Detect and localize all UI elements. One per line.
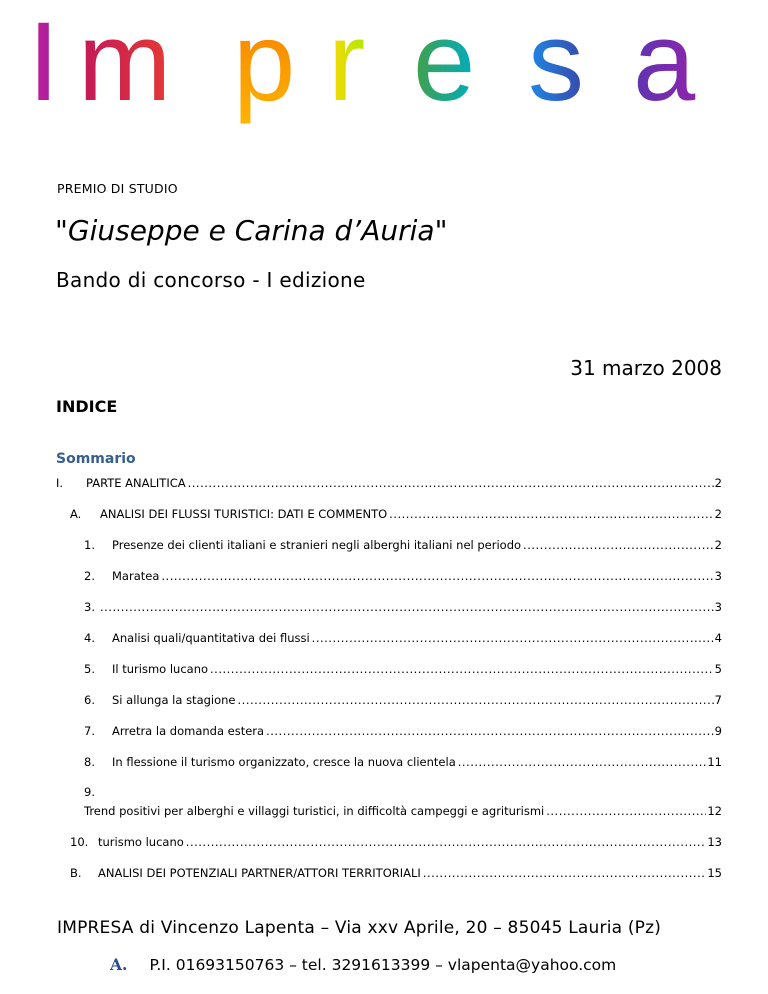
toc-leader [188, 475, 714, 491]
title-text: Giuseppe e Carina d’Auria [67, 214, 435, 247]
toc-number: 1. [84, 538, 95, 552]
toc-entry[interactable] [84, 537, 722, 553]
toc-number: 3. [84, 600, 95, 614]
toc-page: 7 [714, 693, 722, 707]
toc-number: B. [70, 866, 82, 880]
toc-page: 3 [714, 600, 722, 614]
footer-contact-text: P.I. 01693150763 – tel. 3291613399 – vlapenta@yahoo.com [149, 956, 617, 974]
toc-label: Arretra la domanda estera [112, 724, 265, 738]
toc-entry[interactable] [84, 692, 722, 708]
toc-page: 2 [714, 538, 722, 552]
toc-leader [266, 723, 714, 739]
toc-leader [546, 803, 706, 819]
title-open-quote: " [55, 214, 68, 247]
footer-address: IMPRESA di Vincenzo Lapenta – Via xxv Aprile, 20 – 85045 Lauria (Pz) [57, 918, 662, 938]
toc-label: ANALISI DEI POTENZIALI PARTNER/ATTORI TERRITORIALI [98, 866, 421, 880]
toc-number: 2. [84, 569, 95, 583]
document-date: 31 marzo 2008 [570, 356, 722, 380]
toc-page: 13 [707, 835, 722, 849]
toc-entry-10-line1[interactable] [84, 784, 724, 800]
toc-label-line1 [120, 785, 128, 799]
toc-label: ANALISI DEI FLUSSI TURISTICI: DATI E COMMENTO [100, 507, 388, 521]
logo-letter-a: a [633, 10, 696, 124]
toc-page: 12 [707, 804, 722, 818]
footer-marker: A. [110, 955, 128, 974]
toc-label: Trend positivi per alberghi e villaggi turistici, in difficoltà campeggi e agriturismi [84, 804, 545, 818]
toc-leader [238, 692, 714, 708]
toc-page: 2 [714, 507, 722, 521]
toc-number: 4. [84, 631, 95, 645]
toc-number: 10. [70, 835, 89, 849]
toc-label: Presenze dei clienti italiani e stranieri negli alberghi italiani nel periodo [112, 538, 522, 552]
toc-label: In flessione il turismo organizzato, cresce la nuova clientela [112, 755, 456, 769]
footer-contacts [110, 955, 616, 974]
toc-entry[interactable] [70, 506, 722, 522]
toc-entry[interactable] [56, 475, 722, 491]
toc-leader [186, 834, 707, 850]
toc-entry[interactable] [84, 661, 722, 677]
toc-entry[interactable] [84, 599, 722, 615]
toc-leader [389, 506, 714, 522]
logo-letter-i: I [28, 10, 60, 124]
impresa-logo [18, 10, 748, 130]
toc-page: 2 [714, 476, 722, 490]
toc-leader [312, 630, 714, 646]
toc-entry[interactable] [84, 723, 722, 739]
toc-page: 3 [714, 569, 722, 583]
logo-letter-p: p [233, 10, 296, 124]
toc-number: 8. [84, 755, 95, 769]
toc-page: 15 [707, 866, 722, 880]
indice-heading: INDICE [56, 397, 118, 416]
toc-page: 4 [714, 631, 722, 645]
toc-leader [423, 865, 707, 881]
toc-label: Maratea [112, 569, 160, 583]
toc-entry[interactable] [84, 568, 722, 584]
toc-number: I. [56, 476, 64, 490]
toc-entry[interactable] [70, 834, 722, 850]
toc-page: 5 [714, 662, 722, 676]
toc-number: 9. [84, 785, 95, 799]
toc-leader [523, 537, 714, 553]
document-subtitle: Bando di concorso - I edizione [56, 268, 366, 292]
toc-entry[interactable] [84, 630, 722, 646]
toc-label: turismo lucano [98, 835, 184, 849]
premio-label: PREMIO DI STUDIO [57, 181, 178, 196]
logo-letter-m: m [78, 10, 172, 124]
title-close-quote: " [434, 214, 448, 247]
toc-leader [210, 661, 714, 677]
toc-number: 5. [84, 662, 95, 676]
toc-label: PARTE ANALITICA [86, 476, 186, 490]
toc-entry[interactable] [70, 865, 722, 881]
toc-page: 11 [707, 755, 722, 769]
toc-leader [161, 568, 713, 584]
logo-letter-r: r [328, 10, 366, 124]
toc-number: 7. [84, 724, 95, 738]
toc-page: 9 [714, 724, 722, 738]
document-title [55, 214, 447, 247]
toc-number: A. [70, 507, 82, 521]
toc-leader [100, 599, 714, 615]
toc-label: Si allunga la stagione [112, 693, 236, 707]
sommario-heading: Sommario [56, 451, 136, 467]
toc-entry[interactable] [84, 803, 722, 819]
logo-letter-s: s [528, 10, 584, 124]
toc-label: Il turismo lucano [112, 662, 209, 676]
toc-label: Analisi quali/quantitativa dei flussi [112, 631, 310, 645]
toc-leader [458, 754, 707, 770]
logo-letter-e: e [413, 10, 476, 124]
toc-entry[interactable] [84, 754, 722, 770]
toc-number: 6. [84, 693, 95, 707]
